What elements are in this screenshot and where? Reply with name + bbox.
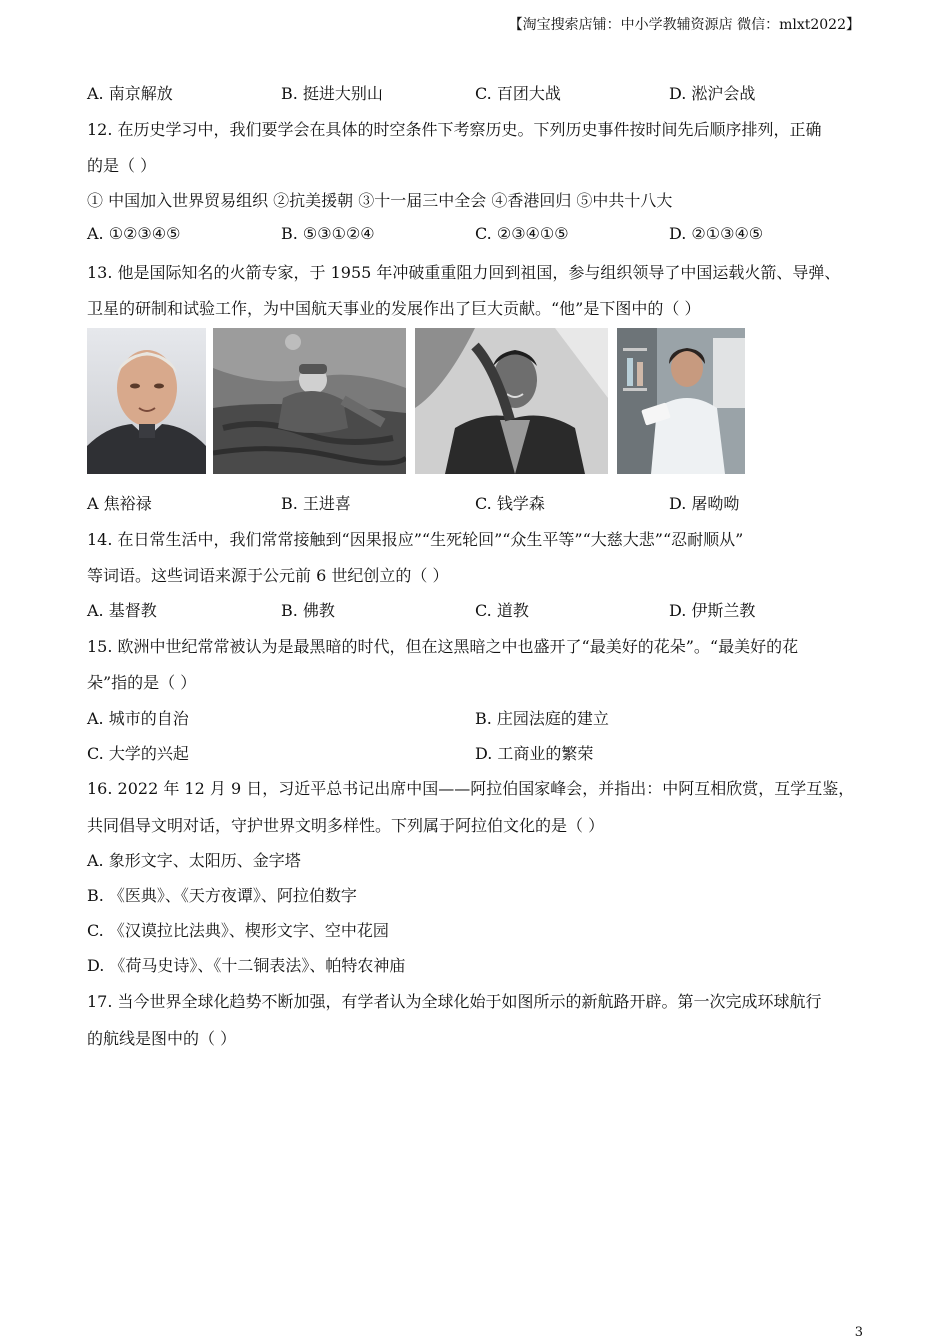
- q13-option-a: A 焦裕禄: [87, 494, 152, 513]
- q16-stem-line2: 共同倡导文明对话，守护世界文明多样性。下列属于阿拉伯文化的是（ ）: [87, 816, 605, 835]
- q12-option-d: D. ②①③④⑤: [669, 224, 764, 243]
- q14-option-c: C. 道教: [475, 601, 529, 620]
- portrait-photo-4: [617, 328, 745, 474]
- q15-option-d: D. 工商业的繁荣: [475, 744, 594, 763]
- q11-option-a: A. 南京解放: [87, 84, 173, 103]
- q11-option-b: B. 挺进大别山: [281, 84, 383, 103]
- q16-option-d: D. 《荷马史诗》、《十二铜表法》、帕特农神庙: [87, 956, 406, 975]
- q17-stem-line1: 17. 当今世界全球化趋势不断加强，有学者认为全球化始于如图所示的新航路开辟。第一次完成环球航行: [87, 992, 822, 1011]
- q13-option-b: B. 王进喜: [281, 494, 351, 513]
- q12-stem-line1: 12. 在历史学习中，我们要学会在具体的时空条件下考察历史。下列历史事件按时间先后顺序排列，正确: [87, 120, 822, 139]
- q13-stem-line1: 13. 他是国际知名的火箭专家，于 1955 年冲破重重阻力回到祖国，参与组织领导了中国运载火箭、导弹、: [87, 263, 841, 282]
- q15-option-b: B. 庄园法庭的建立: [475, 709, 609, 728]
- q16-stem-line1: 16. 2022 年 12 月 9 日，习近平总书记出席中国——阿拉伯国家峰会，并指出：中阿互相欣赏，互学互鉴，: [87, 779, 855, 798]
- q11-option-d: D. 淞沪会战: [669, 84, 756, 103]
- q12-option-b: B. ⑤③①②④: [281, 224, 375, 243]
- q12-stem-line2: 的是（ ）: [87, 156, 157, 175]
- q12-option-a: A. ①②③④⑤: [87, 224, 181, 243]
- q13-stem-line2: 卫星的研制和试验工作，为中国航天事业的发展作出了巨大贡献。“他”是下图中的（ ）: [87, 299, 701, 318]
- q16-option-a: A. 象形文字、太阳历、金字塔: [87, 851, 301, 870]
- q14-option-d: D. 伊斯兰教: [669, 601, 756, 620]
- q14-stem-line2: 等词语。这些词语来源于公元前 6 世纪创立的（ ）: [87, 566, 449, 585]
- q14-option-a: A. 基督教: [87, 601, 157, 620]
- page-number: 3: [854, 1325, 863, 1340]
- q13-option-d: D. 屠呦呦: [669, 494, 740, 513]
- q12-events: ① 中国加入世界贸易组织 ②抗美援朝 ③十一届三中全会 ④香港回归 ⑤中共十八大: [87, 191, 673, 210]
- q16-option-b: B. 《医典》、《天方夜谭》、阿拉伯数字: [87, 886, 357, 905]
- q15-stem-line2: 朵”指的是（ ）: [87, 673, 197, 692]
- q14-option-b: B. 佛教: [281, 601, 335, 620]
- q17-stem-line2: 的航线是图中的（ ）: [87, 1029, 237, 1048]
- portrait-photo-3: [415, 328, 608, 474]
- q13-option-c: C. 钱学森: [475, 494, 545, 513]
- q15-option-c: C. 大学的兴起: [87, 744, 189, 763]
- q11-option-c: C. 百团大战: [475, 84, 561, 103]
- page-header: 【淘宝搜索店铺：中小学教辅资源店 微信：mlxt2022】: [508, 17, 860, 33]
- q12-option-c: C. ②③④①⑤: [475, 224, 569, 243]
- portrait-photo-1: [87, 328, 206, 474]
- q14-stem-line1: 14. 在日常生活中，我们常常接触到“因果报应”“生死轮回”“众生平等”“大慈大悲”“忍耐顺从”: [87, 530, 744, 549]
- q15-option-a: A. 城市的自治: [87, 709, 189, 728]
- q15-stem-line1: 15. 欧洲中世纪常常被认为是最黑暗的时代，但在这黑暗之中也盛开了“最美好的花朵”。“最美好的花: [87, 637, 799, 656]
- portrait-photo-2: [213, 328, 406, 474]
- q16-option-c: C. 《汉谟拉比法典》、楔形文字、空中花园: [87, 921, 389, 940]
